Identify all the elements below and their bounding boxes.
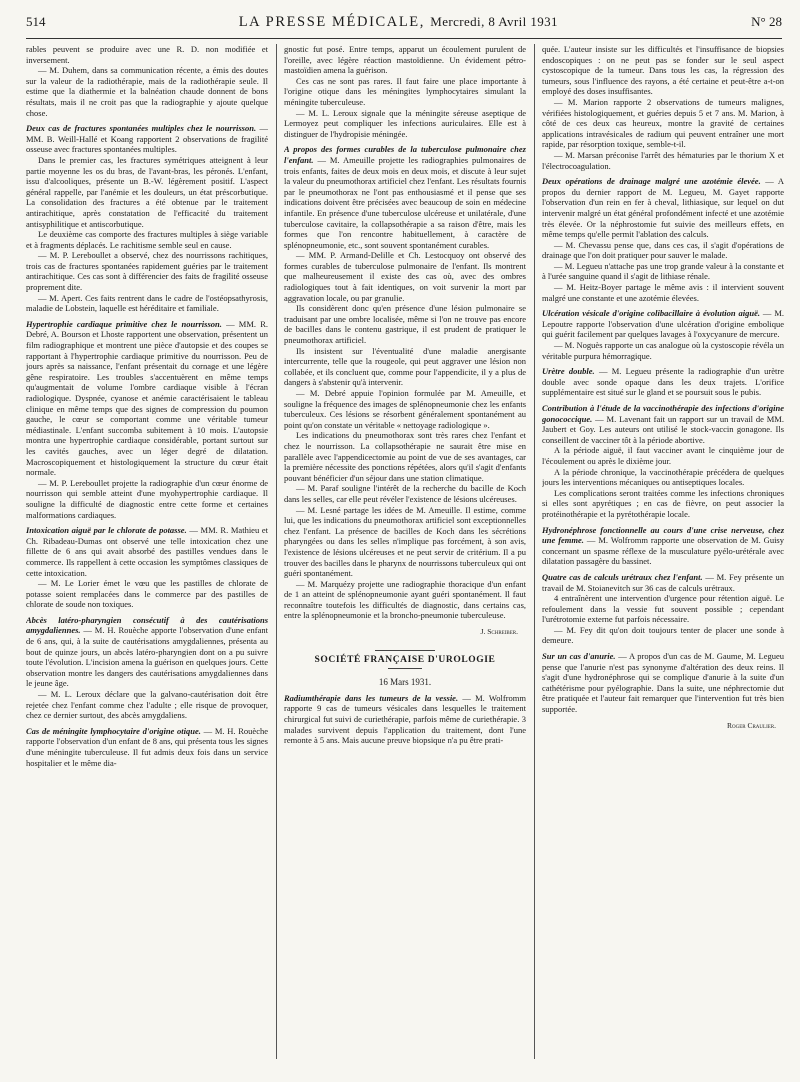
paragraph: — M. Apert. Ces faits rentrent dans le cadre de l'ostéopsathyrosis, maladie de Lobstein, laquelle est héréditaire et familiale. — [26, 292, 268, 314]
journal-title — [239, 14, 558, 31]
report-entry — [542, 525, 784, 567]
report-heading: Intoxication aiguë par le chlorate de potasse. — [26, 525, 190, 536]
paragraph: — M. Duhem, dans sa communication récente, a émis des doutes sur la valeur de la radiothérapie, mais de la radiothérapie seule. Il estime que la diathermie et la balnéation chaude donnent de bons résultats, mais il ne croit pas que la radiographie y ajoute quelque chose. — [26, 65, 268, 118]
session-date: 16 Mars 1931. — [378, 677, 432, 688]
signature-craulier: Roger Craulier. — [726, 720, 776, 730]
column-3 — [542, 44, 784, 1059]
column-2-reports — [284, 44, 526, 621]
report-body: — MM. B. Weill-Hallé et Koang rapportent 2 observations de fragilité osseuse avec fractures spontanées multiples. — [26, 123, 268, 155]
column-3-reports — [542, 44, 784, 715]
paragraph: — MM. P. Armand-Delille et Ch. Lestocquoy ont observé des formes curables de tuberculose pulmonaire de l'enfant. Ils montrent que malheureusement il existe des cas où, avec des ombres radiologiques tout à fait identiques, on voit survenir la mort par aggravation locale, ou par granulie. — [284, 250, 526, 303]
report-entry — [542, 366, 784, 398]
report-heading: Sur un cas d'anurie. — [542, 651, 619, 662]
report-entry — [284, 693, 526, 746]
report-body: — M. Wolfromm rapporte une observation de M. Guisy concernant un spasme réflexe de la musculature pyélo-urétérale avec dilatation passagère du bassinet. — [542, 535, 784, 567]
report-entry — [542, 176, 784, 240]
paragraph: — M. Marion rapporte 2 observations de tumeurs malignes, vérifiées histologiquement, et guéries depuis 5 et 7 ans. M. Marion, à côté de ces deux cas heureux, montre la gravité de certaines applications intravésicales de radium qui peuvent entraîner une mort rapide, par résorption toxique, semble-t-il. — [542, 96, 784, 150]
title-underline — [388, 668, 422, 669]
report-heading: Urètre double. — [542, 366, 599, 377]
report-body: — M. Wolfromm rapporte 9 cas de tumeurs vésicales dans lesquelles le traitement chirurgical fut suivi de curiethérapie, parfois même de curiethérapie. 3 malades survivent depuis l'application du traitement, dont l'une remonte à 5 ans. Mais aucune preuve biopsique n'a pu être prati- — [284, 692, 526, 746]
paragraph: A la période aiguë, il faut vacciner avant le cinquième jour de l'écoulement ou après le dixième jour. — [542, 445, 784, 466]
report-body: — MM. R. Mathieu et Ch. Ribadeau-Dumas ont observé une telle intoxication chez une fillette de 6 ans qui avait absorbé des pastilles vendues dans le commerce. Ils rappellent à cette occasion les symptômes classiques de cette intoxication. — [26, 525, 268, 578]
report-heading: Radiumthérapie dans les tumeurs de la vessie. — [284, 692, 463, 703]
header-rule — [26, 38, 782, 39]
report-heading: Abcès latéro-pharyngien consécutif à des cautérisations amygdaliennes. — [26, 614, 268, 636]
signature-schreiber: J. Schreiber. — [480, 627, 518, 637]
report-body: — A propos du dernier rapport de M. Legueu, M. Gayet rapporte l'observation d'un rein en fer à cheval, lithiasique, sur lequel on dut intervenir malgré un état général profondément infecté et une azotémie très élevée. Or la néphrostomie fut suivie des meilleurs effets, en même temps qu'elle permit l'ablation des calculs. — [542, 176, 784, 240]
report-heading: Hydronéphrose fonctionnelle au cours d'une crise nerveuse, chez une femme. — [542, 524, 784, 546]
column-2 — [284, 44, 526, 1059]
report-heading: Deux cas de fractures spontanées multiples chez le nourrisson. — [26, 123, 260, 134]
paragraph: Les complications seront traitées comme les infections chroniques si elles sont apyrétiques ; en cas de fièvre, on peut associer la protéinothérapie et la pyrétothérapie locale. — [542, 487, 784, 519]
report-heading: Deux opérations de drainage malgré une azotémie élevée. — [542, 176, 766, 187]
report-entry — [26, 319, 268, 478]
journal-name: LA PRESSE MÉDICALE, — [238, 14, 425, 30]
report-body: — MM. R. Debré, A. Bourson et Lhoste rapportent une observation, présentent un film radiographique et montrent une pièce d'autopsie et des coupes se rapportant à l'hypertrophie cardiaque primitive du nourrisson. Peu de jours après sa naissance, l'enfant présentait du cornage et une légère gêne respiratoire. Les troubles s'accentuèrent en même temps qu'augmentait de volume l'ombre cardiaque visible à l'écran radiologique. Dyspnée, cyanose et anémie caractérisaient le tableau clinique en même temps que des signes de compression du poumon gauche, le cœur se comportant comme une véritable tumeur médiastinale. L'enfant succomba subitement à 10 mois. L'autopsie montra une hypertrophie cardiaque considérable, portant surtout sur les cavités gauches, avec un léger degré de dilatation. Macroscopiquement et histologiquement la structure du cœur était normale. — [26, 318, 268, 478]
paragraph: — M. Heitz-Boyer partage le même avis : il intervient souvent malgré une constante et une azotémie élevées. — [542, 282, 784, 303]
paragraph: — M. Chevassu pense que, dans ces cas, il s'agit d'opérations de drainage que l'on doit pratiquer pour sauver le malade. — [542, 239, 784, 261]
report-entry — [26, 525, 268, 578]
paragraph: Ils insistent sur l'éventualité d'une maladie anergisante intercurrente, telle que la rougeole, qui peut aggraver une lésion non collabée, et ils concluent que, comme pour l'appendicite, il y a plus de dangers à s'abstenir qu'à intervenir. — [284, 345, 526, 388]
article-columns — [26, 44, 786, 1059]
column-1 — [26, 44, 268, 1059]
paragraph: — M. Le Lorier émet le vœu que les pastilles de chlorate de potasse soient remplacées dans le commerce par des pastilles de chlorate de soude non toxiques. — [26, 578, 268, 610]
paragraph: Ils considèrent donc qu'en présence d'une lésion pulmonaire se traduisant par une ombre localisée, même si l'on ne trouve pas encore de bacilles dans le contenu gastrique, il est prudent de pratiquer le pneumothorax artificiel. — [284, 303, 526, 346]
paragraph: rables peuvent se produire avec une R. D. non modifiée et inversement. — [26, 44, 268, 65]
report-body: — M. H. Rouèche rapporte l'observation d'un enfant de 8 ans, qui présenta tous les signes d'une méningite tuberculeuse. Il fut admis deux fois dans un service hospitalier et le même dia- — [26, 725, 268, 768]
column-2-urology — [284, 693, 526, 746]
report-heading: Quatre cas de calculs urétraux chez l'enfant. — [542, 571, 706, 582]
report-entry — [542, 403, 784, 445]
paragraph: — M. P. Lereboullet a observé, chez des nourrissons rachitiques, trois cas de fractures spontanées rapidement guéries par le traitement antirachitique. Ces cas sont à différencier des faits de fragilité osseuse proprement dite. — [26, 250, 268, 293]
paragraph: Le deuxième cas comporte des fractures multiples à siège variable et à fragments déplacés. Le rachitisme semble seul en cause. — [26, 229, 268, 250]
paragraph: — M. L. Leroux signale que la méningite séreuse aseptique de Lermoyez peut compliquer les infections auriculaires. Elle est à distinguer de l'hydropisie méningée. — [284, 107, 526, 139]
paragraph: — M. Marquézy projette une radiographie thoracique d'un enfant de 1 an atteint de splénopneumonie ayant guéri spontanément. Il faut reconnaître toutefois les difficultés de diagnostic, dans certains cas, entre la splénopneumonie et la broncho-pneumonie tuberculeuse. — [284, 578, 526, 621]
report-entry — [542, 572, 784, 593]
report-entry — [26, 123, 268, 155]
paragraph: — M. Legueu n'attache pas une trop grande valeur à la constante et à l'urée sanguine quand il s'agit de lithiase rénale. — [542, 260, 784, 282]
report-entry — [542, 651, 784, 715]
report-body: — A propos d'un cas de M. Gaume, M. Legueu pense que l'anurie n'est pas synonyme d'altération des deux reins. Il s'agit d'une hydronéphrose qui se complique d'anurie à la suite d'un cathétérisme pour pyélographie. Dans la suite, une néphrectomie dut être pratiquée et l'auteur fait remarquer que l'intervention fut très bien supportée. — [542, 651, 784, 715]
report-body: — M. Lavenant fait un rapport sur un travail de MM. Jaubert et Goy. Les auteurs ont utilisé le stock-vaccin gonagone. Ils conseillent de vacciner tôt à la période abortive. — [542, 413, 784, 445]
section-separator — [375, 650, 435, 651]
report-body: — M. Ameuille projette les radiographies pulmonaires de trois enfants, faites de deux mois en deux mois, et discute à leur sujet la valeur du pneumothorax artificiel chez l'enfant. Les résultats fournis par le pneumothorax ne l'ont pas enthousiasmé et il pense que ses indications doivent être précisées avec beaucoup de soin en médecine infantile. En présence d'une tuberculose ulcéreuse et unilatérale, d'une tuberculose cavitaire, la collapsothérapie a sa raison d'être, mais les formes que l'on rencontre habituellement, à caractère de splénopneumonie, etc., sont souvent spontanément curables. — [284, 154, 526, 250]
paragraph: — M. Fey dit qu'on doit toujours tenter de placer une sonde à demeure. — [542, 624, 784, 646]
society-title: SOCIÉTÉ FRANÇAISE D'UROLOGIE — [314, 654, 496, 665]
report-heading: Hypertrophie cardiaque primitive chez le nourrisson. — [26, 318, 227, 329]
report-entry — [26, 726, 268, 768]
report-body: — M. Lepoutre rapporte l'observation d'une ulcération d'origine embolique qui guérit facilement par quelques lavages à l'oxycyanure de mercure. — [542, 308, 784, 340]
paragraph: A la période chronique, la vaccinothérapie précédera de quelques jours les interventions mécaniques ou antiseptiques locales. — [542, 466, 784, 488]
paragraph: — M. Paraf souligne l'intérêt de la recherche du bacille de Koch dans les selles, car elle peut révéler l'existence de lésions ulcéreuses. — [284, 483, 526, 504]
page-number: 514 — [26, 14, 46, 29]
issue-number: N° 28 — [751, 14, 782, 29]
paragraph: — M. Lesné partage les idées de M. Ameuille. Il estime, comme lui, que les indications du pneumothorax artificiel sont exceptionnelles chez l'enfant. La présence de bacilles de Koch dans les sécrétions pharyngées ou dans les selles n'implique pas forcément, à son avis, l'existence de lésions ulcéreuses et ne peut servir de critérium. Il a pu trouver des bacilles dans le pharynx de nourrissons tuberculeux qui ont guéri spontanément. — [284, 504, 526, 579]
paragraph: — M. P. Lereboullet projette la radiographie d'un cœur énorme de nourrisson qui semble atteint d'une myohypertrophie cardiaque. Il souligne la difficulté de diagnostic entre cette forme et certaines malformations cardiaques. — [26, 477, 268, 520]
report-heading: Contribution à l'étude de la vaccinothérapie des infections d'origine gonococcique. — [542, 403, 784, 424]
paragraph: — M. Noguès rapporte un cas analogue où la cystoscopie révéla un véritable purpura hémorragique. — [542, 340, 784, 361]
paragraph: Dans le premier cas, les fractures symétriques atteignent à leur partie moyenne les os du bras, de l'avant-bras, les péronés. L'enfant, issu d'alcooliques, présente un B.-W. légèrement positif. L'aspect général rappelle, par l'anémie et les douleurs, un état préscorbutique. La consolidation des fractures a été obtenue par le traitement antirachitique, après constatation de l'efficacité du traitement antisyphilitique et antiscorbutique. — [26, 154, 268, 229]
paragraph: quée. L'auteur insiste sur les difficultés et l'insuffisance de biopsies endoscopiques : on ne peut pas se fonder sur le seul aspect cystoscopique de la tumeur. Dans tous les cas, la régression des tumeurs, sous l'influence des rayons, a été certaine et peut-être a-t-on employé des doses insuffisantes. — [542, 44, 784, 97]
report-body: — M. H. Rouèche apporte l'observation d'une enfant de 6 ans, qui, à la suite de cautérisations amygdaliennes, présenta au bout de quinze jours, un abcès latéro-pharyngien dont on a pu suivre toute l'évolution. L'incision amena la guérison en quelques jours. Cette observation montre les dangers des cautérisations amygdaliennes dans le jeune âge. — [26, 625, 268, 689]
report-entry — [542, 308, 784, 340]
report-entry — [26, 615, 268, 689]
paragraph: 4 entraînèrent une intervention d'urgence pour rétention aiguë. Le refoulement dans la vessie fut souvent possible ; cependant l'urétrotomie externe fut parfois nécessaire. — [542, 593, 784, 625]
report-heading: Ulcération vésicale d'origine colibacillaire à évolution aiguë. — [542, 308, 763, 319]
paragraph: — M. L. Leroux déclare que la galvano-cautérisation doit être rejetée chez l'enfant comme chez l'adulte ; elle risque de provoquer, chez ce dernier surtout, des abcès amygdaliens. — [26, 689, 268, 721]
page-header — [26, 14, 782, 38]
paragraph: Les indications du pneumothorax sont très rares chez l'enfant et chez le nourrisson. La collapsothérapie ne saurait être mise en parallèle avec l'appendicectomie au point de vue de ses avantages, car la première nécessite des ponctions répétées, alors qu'il s'agit d'enfants pouvant bénéficier d'un séjour dans une station climatique. — [284, 430, 526, 483]
report-body: — M. Fey présente un travail de M. Stoianevitch sur 36 cas de calculs urétraux. — [542, 571, 784, 593]
paragraph: — M. Debré appuie l'opinion formulée par M. Ameuille, et souligne la fréquence des images de splénopneumonie chez les enfants tuberculeux. Ces lésions se résorbent généralement spontanément au point qu'on constate un véritable « nettoyage radiologique ». — [284, 388, 526, 430]
paragraph: Ces cas ne sont pas rares. Il faut faire une place importante à l'origine otique dans les méningites lymphocytaires simulant la méningite tuberculeuse. — [284, 75, 526, 107]
paragraph: gnostic fut posé. Entre temps, apparut un écoulement purulent de l'oreille, avec légère réaction mastoïdienne. Un évidement pétro-mastoïdien amena la guérison. — [284, 44, 526, 76]
paragraph: — M. Marsan préconise l'arrêt des hématuries par le thorium X et l'électrocoagulation. — [542, 149, 784, 171]
report-heading: Cas de méningite lymphocytaire d'origine otique. — [26, 725, 204, 736]
report-body: — M. Legueu présente la radiographie d'un urètre double avec sonde opaque dans les deux trajets. L'orifice supplémentaire est situé sur le gland et se poursuit sous le pubis. — [542, 366, 784, 398]
report-entry — [284, 144, 526, 250]
issue-date: Mercredi, 8 Avril 1931 — [430, 14, 558, 29]
report-heading: A propos des formes curables de la tuberculose pulmonaire chez l'enfant. — [284, 144, 526, 165]
